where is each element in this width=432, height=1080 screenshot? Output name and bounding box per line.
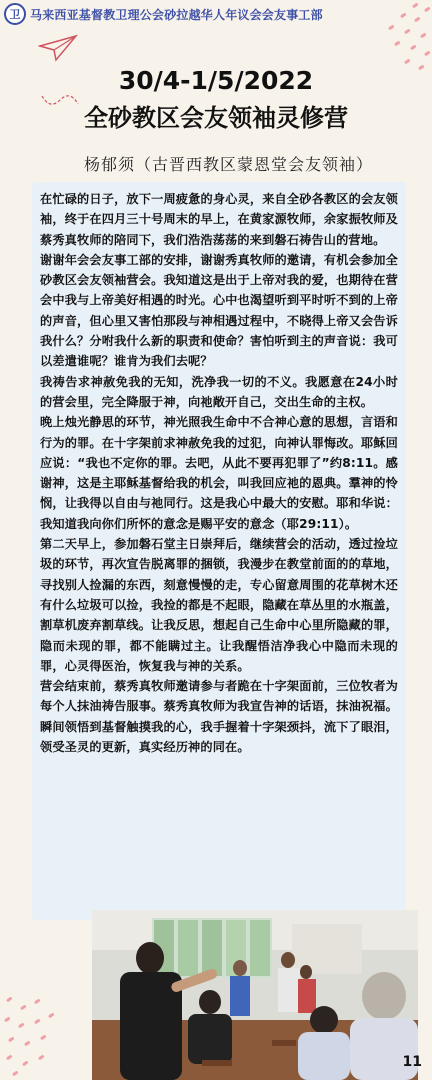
paragraph: 谢谢年会会友事工部的安排，谢谢秀真牧师的邀请，有机会参加全砂教区会友领袖营会。我知道这是出于上帝对我的爱，也期待在营会中我与上帝美好相遇的时光。心中也渴望听到平时听不到的上帝的声音，但心里又害怕那段与神相遇过程中，不晓得上帝又会告诉我什么？分咐我什么新的职责和使命？害怕听到主的声音说：我可以差遣谁呢？谁肯为我们去呢？: [40, 252, 398, 369]
event-photo: [92, 910, 418, 1080]
paragraph: 在忙碌的日子，放下一周疲惫的身心灵，来自全砂各教区的会友领袖，终于在四月三十号周末的早上，在黄家源牧师，余家振牧师及蔡秀真牧师的陪同下，我们浩浩荡荡的来到磐石祷告山的营地。: [40, 192, 398, 247]
article-body: [32, 182, 406, 920]
page-number: 11: [402, 1054, 422, 1070]
event-date: 30/4-1/5/2022: [118, 66, 314, 95]
methodist-logo-icon: 卫: [4, 3, 26, 25]
paragraph: 我祷告求神赦免我的无知，洗净我一切的不义。我愿意在24小时的营会里，完全降服于神，向祂敞开自己，交出生命的主权。: [40, 374, 398, 409]
decorative-dots-bottom-left: [0, 990, 70, 1080]
paragraph: 第二天早上，参加磐石堂主日崇拜后，继续营会的活动，透过捡垃圾的环节，再次宣告脱离罪的捆锁，我漫步在教堂前面的的草地，寻找别人捡漏的东西，刻意慢慢的走，专心留意周围的花草树木还有什么垃圾可以捡，我捡的都是不起眼，隐藏在草丛里的水瓶盖，割草机废弃割草线。让我反思，想起自己生命中心里所隐藏的罪，隐而未现的罪，都不能瞒过主。让我醒悟洁净我心中隐而未现的罪，心灵得医治，恢复我与神的关系。: [40, 537, 398, 673]
author-byline: 杨郁须（古晋西教区蒙恩堂会友领袖）: [84, 155, 374, 174]
organization-name: 马来西亚基督教卫理公会砂拉越华人年议会会友事工部: [30, 8, 323, 22]
article-title: 全砂教区会友领袖灵修营: [84, 104, 348, 132]
paper-plane-icon: [38, 34, 78, 64]
paragraph: 营会结束前，蔡秀真牧师邀请参与者跪在十字架面前，三位牧者为每个人抹油祷告服事。蔡秀真牧师为我宣告神的话语，抹油祝福。瞬间领悟到基督触摸我的心，我手握着十字架颈抖，流下了眼泪，领受圣灵的更新，真实经历神的同在。: [40, 679, 398, 755]
paragraph: 晚上烛光静思的环节，神光照我生命中不合神心意的思想，言语和行为的罪。在十字架前求神赦免我的过犯，向神认罪悔改。耶稣回应说：“我也不定你的罪。去吧，从此不要再犯罪了”约8:11。感谢神，这是主耶稣基督给我的机会，叫我回应祂的恩典。羣神的怜悯，让我得以自由与祂同行。这是我心中最大的安慰。耶和华说：我知道我向你们所怀的意念是赐平安的意念（耶29:11）。: [40, 415, 398, 531]
